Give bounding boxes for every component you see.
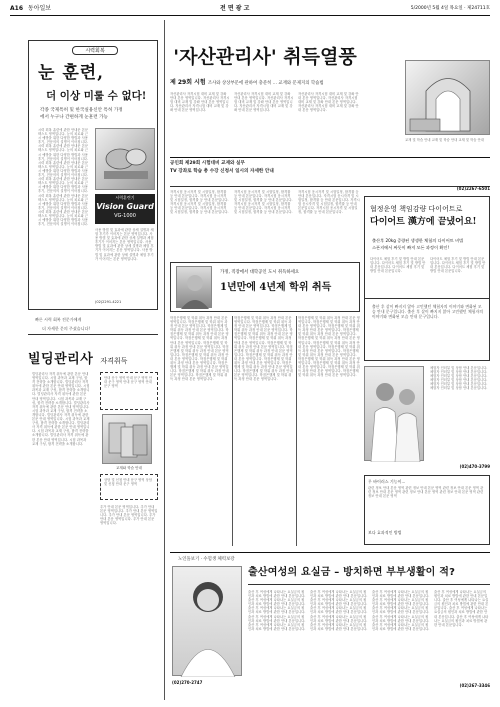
building-ad-note-box: 안내 문구 영역 안내 문구 영역 안내 문구 영역 안내 문구 영역 안내 문구 영역: [100, 372, 158, 410]
diet-ad-rule: [364, 298, 490, 299]
asset-ad-phone: (02)2267-6501: [456, 186, 490, 191]
asset-ad-lower-col-3: 자격시험 응시자격 및 시험일정, 합격률 등 안내 본문입니다. 자격시험 응시자격 및 시험일정, 합격률 등 안내 본문입니다. 자격시험 응시자격 및 시험일정, 합격률 등 안내 본문입니다. 자격시험 응시자격 및 시험일정, 합격률 등 안내 본문입니다.: [298, 190, 360, 215]
asset-ad-rule: [170, 157, 490, 158]
vision-ad-headline-2: 더 이상 미룰 수 없다!: [46, 90, 147, 102]
asset-ad-photo: [405, 60, 490, 135]
bottom-ad-top-rule: [170, 552, 490, 553]
study-col-divider-2: [296, 316, 297, 546]
vision-ad-phone: (02)2291-4221: [95, 300, 122, 304]
product-name: Vision Guard: [96, 202, 154, 211]
section-label: 전 면 광 고: [220, 5, 250, 12]
asset-ad-exam-text: 조사와 상상부문에 관하여 충분히 ... 교재와 문제지의 학습법: [207, 81, 324, 86]
bottom-ad-doctor-phone: (02)270-2747: [172, 680, 203, 685]
building-ad-body-col-1: 빌딩관리사 자격 취득에 관한 본문 안내 영역입니다. 시험 과목과 교재 구성, 합격 전략을 소개합니다. 빌딩관리사 자격 취득에 관한 본문 안내 영역입니다. 시험 과목과 교재 구성, 합격 전략을 소개합니다. 빌딩관리사 자격 취득에 관한 본문 안내 영역입니다. 시험 과목과 교재 구성, 합격 전략을 소개합니다. 빌딩관리사 자격 취득에 관한 본문 안내 영역입니다. 시험 과목과 교재 구성, 합격 전략을 소개합니다. 빌딩관리사 자격 취득에 관한 본문 안내 영역입니다. 시험 과목과 교재 구성, 합격 전략을 소개합니다. 빌딩관리사 자격 취득에 관한 본문 안내 영역입니다. 시험 과목과 교재 구성, 합격 전략을 소개합니다. 빌딩관리사 자격 취득에 관한 본문 안내 영역입니다. 시험 과목과 교재 구성, 합격 전략을 소개합니다.: [32, 372, 90, 446]
asset-ad-exam-tag: 제 29회 시험: [170, 79, 208, 86]
building-ad-body-col-2: 추가 안내 본문 영역입니다. 추가 안내 본문 영역입니다. 추가 안내 본문 영역입니다. 추가 안내 본문 영역입니다. 추가 안내 본문 영역입니다. 추가 안내 본문 영역입니다.: [100, 505, 158, 526]
bottom-ad-col-1: 출산 후 여성에게 나타나는 요실금의 원인과 치료 방법에 관한 안내 본문입니다. 출산 후 여성에게 나타나는 요실금의 원인과 치료 방법에 관한 안내 본문입니다. 출산 후 여성에게 나타나는 요실금의 원인과 치료 방법에 관한 안내 본문입니다. 출산 후 여성에게 나타나는 요실금의 원인과 치료 방법에 관한 안내 본문입니다. 출산 후 여성에게 나타나는 요실금의 원인과 치료 방법에 관한 안내 본문입니다.: [248, 590, 306, 631]
person-portrait-icon: [177, 267, 213, 309]
doctor-portrait-icon: [173, 567, 243, 677]
diet-ad-line-3: 출산후 20kg 증량된 생생한 체험의 다이어트 비법: [372, 238, 464, 243]
issue-date: 5/2000년 5월 4일 목요일 · 제24711호: [410, 6, 490, 11]
asset-ad-lower-col-2: 자격시험 응시자격 및 시험일정, 합격률 등 안내 본문입니다. 자격시험 응시자격 및 시험일정, 합격률 등 안내 본문입니다. 자격시험 응시자격 및 시험일정, 합격률 등 안내 본문입니다. 자격시험 응시자격 및 시험일정, 합격률 등 안내 본문입니다.: [234, 190, 293, 215]
diet-ad-body-col-3: 체험자 인터뷰 및 상담 안내 본문입니다. 체험자 인터뷰 및 상담 안내 본문입니다. 체험자 인터뷰 및 상담 안내 본문입니다. 체험자 인터뷰 및 상담 안내 본문입니다. 체험자 인터뷰 및 상담 안내 본문입니다. 체험자 인터뷰 및 상담 안내 본문입니다.: [430, 366, 488, 391]
study-ad-photo: [176, 266, 212, 308]
study-ad-col-3: 학점은행제 및 학위 취득 과정 안내 본문 영역입니다. 학점은행제 및 학위 취득 과정 안내 본문 영역입니다. 학점은행제 및 학위 취득 과정 안내 본문 영역입니다. 학점은행제 및 학위 취득 과정 안내 본문 영역입니다. 학점은행제 및 학위 취득 과정 안내 본문 영역입니다. 학점은행제 및 학위 취득 과정 안내 본문 영역입니다. 학점은행제 및 학위 취득 과정 안내 본문 영역입니다. 학점은행제 및 학위 취득 과정 안내 본문 영역입니다. 학점은행제 및 학위 취득 과정 안내 본문 영역입니다. 학점은행제 및 학위 취득 과정 안내 본문 영역입니다. 학점은행제 및 학위 취득 과정 안내 본문 영역입니다. 학점은행제 및 학위 취득 과정 안내 본문 영역입니다.: [298, 316, 360, 378]
diet-ad-line-4: 스폰지에서 짜듯이 빠져 모든 과정이 확인!: [372, 245, 450, 250]
arch-books-icon: [406, 61, 491, 136]
vision-ad-body-col-1: 시력 회복 훈련에 관한 안내문 본문 텍스트 영역입니다. 눈의 피로와 근시 예방을 위한 다양한 방법과 사용 후기, 전문의의 설명이 이어집니다. 시력 회복 훈련에 관한 안내문 본문 텍스트 영역입니다. 눈의 피로와 근시 예방을 위한 다양한 방법과 사용 후기, 전문의의 설명이 이어집니다. 시력 회복 훈련에 관한 안내문 본문 텍스트 영역입니다. 눈의 피로와 근시 예방을 위한 다양한 방법과 사용 후기, 전문의의 설명이 이어집니다. 시력 회복 훈련에 관한 안내문 본문 텍스트 영역입니다. 눈의 피로와 근시 예방을 위한 다양한 방법과 사용 후기, 전문의의 설명이 이어집니다. 시력 회복 훈련에 관한 안내문 본문 텍스트 영역입니다. 눈의 피로와 근시 예방을 위한 다양한 방법과 사용 후기, 전문의의 설명이 이어집니다. 시력 회복 훈련에 관한 안내문 본문 텍스트 영역입니다. 눈의 피로와 근시 예방을 위한 다양한 방법과 사용 후기, 전문의의 설명이 이어집니다.: [38, 128, 89, 227]
asset-ad-exam-line: [170, 78, 360, 88]
binocular-device-icon: [96, 129, 156, 191]
diet-ad-phone: (02)470-3799: [459, 464, 490, 469]
asset-ad-lower-col-1: 자격시험 응시자격 및 시험일정, 합격률 등 안내 본문입니다. 자격시험 응시자격 및 시험일정, 합격률 등 안내 본문입니다. 자격시험 응시자격 및 시험일정, 합격률 등 안내 본문입니다. 자격시험 응시자격 및 시험일정, 합격률 등 안내 본문입니다.: [170, 190, 229, 215]
bottom-ad-title-rule: [248, 584, 490, 585]
bottom-ad-phone: (02)267-3346: [459, 683, 490, 688]
study-ad-small: 가정, 직장에서 대학공인 도시 취득하세요: [220, 270, 300, 275]
study-ad-headline: 1년만에 4년제 학위 취득: [220, 282, 332, 293]
product-model: VG-1000: [114, 213, 136, 219]
bottom-ad-title: 출산여성의 요실금 – 방치하면 부부생활이 적?: [248, 567, 456, 578]
building-ad-title-sub: 자격취득: [100, 357, 128, 365]
vision-ad-sub-2: 에서 누구나 간편하게 눈훈련 가능: [40, 115, 108, 120]
diet-ad-testimonial: 출산 후 살이 빠지지 않아 고민했던 체험자의 이야기와 변화된 모습 안내 문구입니다. 출산 후 살이 빠지지 않아 고민했던 체험자의 이야기와 변화된 모습 안내 문구입니다.: [372, 304, 484, 320]
right-notes-line-1: 무 바이러스 기능이...: [368, 479, 406, 484]
header-rule: [10, 15, 490, 16]
asset-ad-title: '자산관리사' 취득열풍: [173, 46, 357, 68]
diet-ad-body-col-2: 다이어트 체험 후기 및 방법 안내 본문입니다. 다이어트 체험 후기 및 방법 안내 본문입니다. 다이어트 체험 후기 및 방법 안내 본문입니다.: [430, 257, 486, 274]
vision-guard-photo: [95, 128, 155, 190]
vision-guard-label: [95, 194, 155, 224]
bottom-ad-col-4: 출산 후 여성에게 나타나는 요실금의 원인과 치료 방법에 관한 안내 본문입니다. 출산 후 여성에게 나타나는 요실금의 원인과 치료 방법에 관한 안내 본문입니다. 출산 후 여성에게 나타나는 요실금의 원인과 치료 방법에 관한 안내 본문입니다. 출산 후 여성에게 나타나는 요실금의 원인과 치료 방법에 관한 안내 본문입니다.: [434, 590, 489, 627]
bottom-ad-col-3: 출산 후 여성에게 나타나는 요실금의 원인과 치료 방법에 관한 안내 본문입니다. 출산 후 여성에게 나타나는 요실금의 원인과 치료 방법에 관한 안내 본문입니다. 출산 후 여성에게 나타나는 요실금의 원인과 치료 방법에 관한 안내 본문입니다. 출산 후 여성에게 나타나는 요실금의 원인과 치료 방법에 관한 안내 본문입니다. 출산 후 여성에게 나타나는 요실금의 원인과 치료 방법에 관한 안내 본문입니다.: [372, 590, 430, 631]
study-ad-col-1: 학점은행제 및 학위 취득 과정 안내 본문 영역입니다. 학점은행제 및 학위 취득 과정 안내 본문 영역입니다. 학점은행제 및 학위 취득 과정 안내 본문 영역입니다. 학점은행제 및 학위 취득 과정 안내 본문 영역입니다. 학점은행제 및 학위 취득 과정 안내 본문 영역입니다. 학점은행제 및 학위 취득 과정 안내 본문 영역입니다. 학점은행제 및 학위 취득 과정 안내 본문 영역입니다. 학점은행제 및 학위 취득 과정 안내 본문 영역입니다. 학점은행제 및 학위 취득 과정 안내 본문 영역입니다. 학점은행제 및 학위 취득 과정 안내 본문 영역입니다. 학점은행제 및 학위 취득 과정 안내 본문 영역입니다. 학점은행제 및 학위 취득 과정 안내 본문 영역입니다.: [170, 316, 229, 382]
building-ad-title-main: 빌딩관리사: [28, 352, 94, 367]
study-ad-col-2: 학점은행제 및 학위 취득 과정 안내 본문 영역입니다. 학점은행제 및 학위 취득 과정 안내 본문 영역입니다. 학점은행제 및 학위 취득 과정 안내 본문 영역입니다. 학점은행제 및 학위 취득 과정 안내 본문 영역입니다. 학점은행제 및 학위 취득 과정 안내 본문 영역입니다. 학점은행제 및 학위 취득 과정 안내 본문 영역입니다. 학점은행제 및 학위 취득 과정 안내 본문 영역입니다. 학점은행제 및 학위 취득 과정 안내 본문 영역입니다. 학점은행제 및 학위 취득 과정 안내 본문 영역입니다. 학점은행제 및 학위 취득 과정 안내 본문 영역입니다. 학점은행제 및 학위 취득 과정 안내 본문 영역입니다. 학점은행제 및 학위 취득 과정 안내 본문 영역입니다.: [234, 316, 293, 382]
diet-ad-line-2: 다이어트 漢方에 끝냈어요!: [370, 217, 477, 227]
two-women-icon: [365, 367, 425, 462]
newspaper-name: 동아일보: [27, 5, 52, 12]
left-footer-line-2: 더 자세한 문의 주셨습니다!: [42, 326, 90, 331]
left-footer-line-1: 빠른 시력 회복 전문가에게: [35, 317, 82, 322]
asset-ad-middle-line-2: TV 강좌로 학습 총 수강 신청서 일시의 자세한 안내: [170, 169, 274, 174]
page-number: A16: [10, 5, 23, 12]
building-ad-title: [28, 348, 158, 366]
building-ad-note-box-2: 상담 및 신청 안내 문구 영역 상담 및 신청 안내 문구 영역: [100, 474, 158, 500]
left-column-divider: [164, 20, 165, 700]
books-icon: [103, 415, 153, 465]
product-caption: 시력훈련기: [115, 195, 135, 200]
right-notes-body: 관련 정보 안내 본문 영역 관련 정보 안내 본문 영역 관련 정보 안내 본문 영역 관련 정보 안내 본문 영역 관련 정보 안내 본문 영역 관련 정보 안내 본문 영역 관련 정보 안내 본문 영역: [368, 486, 484, 499]
asset-ad-body-col-3: 자산관리사 자격시험 대비 교재 및 강좌 안내 본문 영역입니다. 자산관리사 자격시험 대비 교재 및 강좌 안내 본문 영역입니다. 자산관리사 자격시험 대비 교재 및 강좌 안내 본문 영역입니다.: [298, 92, 359, 113]
right-notes-line-2: 보다 효과적인 방법: [368, 530, 402, 535]
diet-ad-photo: [364, 366, 424, 461]
asset-ad-middle-line-1: 공인회 제29회 시험대비 교재와 실무: [170, 161, 245, 166]
diet-ad-line-1: 협정운영 책임감량 다이어트로: [370, 205, 463, 213]
vision-ad-body-col-2: 사용 방법 및 효과에 관한 상세 설명과 체험 후기가 이어지는 본문 영역입니다. 사용 방법 및 효과에 관한 상세 설명과 체험 후기가 이어지는 본문 영역입니다. 사용 방법 및 효과에 관한 상세 설명과 체험 후기가 이어지는 본문 영역입니다. 사용 방법 및 효과에 관한 상세 설명과 체험 후기가 이어지는 본문 영역입니다.: [95, 228, 154, 261]
bottom-ad-col-2: 출산 후 여성에게 나타나는 요실금의 원인과 치료 방법에 관한 안내 본문입니다. 출산 후 여성에게 나타나는 요실금의 원인과 치료 방법에 관한 안내 본문입니다. 출산 후 여성에게 나타나는 요실금의 원인과 치료 방법에 관한 안내 본문입니다. 출산 후 여성에게 나타나는 요실금의 원인과 치료 방법에 관한 안내 본문입니다. 출산 후 여성에게 나타나는 요실금의 원인과 치료 방법에 관한 안내 본문입니다.: [310, 590, 368, 631]
building-ad-caption: 교재와 학습 안내: [116, 466, 142, 470]
study-col-divider-1: [232, 316, 233, 546]
vision-ad-headline-1: 눈 훈련,: [38, 63, 105, 83]
page-header: [10, 4, 490, 14]
left-footer-rule: [28, 334, 158, 335]
bottom-ad-tag: 노인돌보기 · 수험생 체력보강: [178, 557, 235, 562]
vision-ad-sub-1: 각종 국제특허 및 한국실용신안 특허 가정: [40, 108, 123, 113]
building-textbooks-photo: [102, 414, 152, 464]
asset-ad-photo-caption: 교재 및 학습 안내 교재 및 학습 안내 교재 및 학습 안내: [405, 138, 485, 142]
asset-ad-body-col-2: 자산관리사 자격시험 대비 교재 및 강좌 안내 본문 영역입니다. 자산관리사 자격시험 대비 교재 및 강좌 안내 본문 영역입니다. 자산관리사 자격시험 대비 교재 및 강좌 안내 본문 영역입니다.: [234, 92, 294, 113]
asset-ad-body-col-1: 자산관리사 자격시험 대비 교재 및 강좌 안내 본문 영역입니다. 자산관리사 자격시험 대비 교재 및 강좌 안내 본문 영역입니다. 자산관리사 자격시험 대비 교재 및 강좌 안내 본문 영역입니다.: [170, 92, 230, 113]
diet-ad-body-col-1: 다이어트 체험 후기 및 방법 안내 본문입니다. 다이어트 체험 후기 및 방법 안내 본문입니다. 다이어트 체험 후기 및 방법 안내 본문입니다.: [370, 257, 426, 274]
vision-ad-tag: 시력회복: [72, 46, 118, 55]
bottom-ad-doctor-photo: [172, 566, 242, 676]
